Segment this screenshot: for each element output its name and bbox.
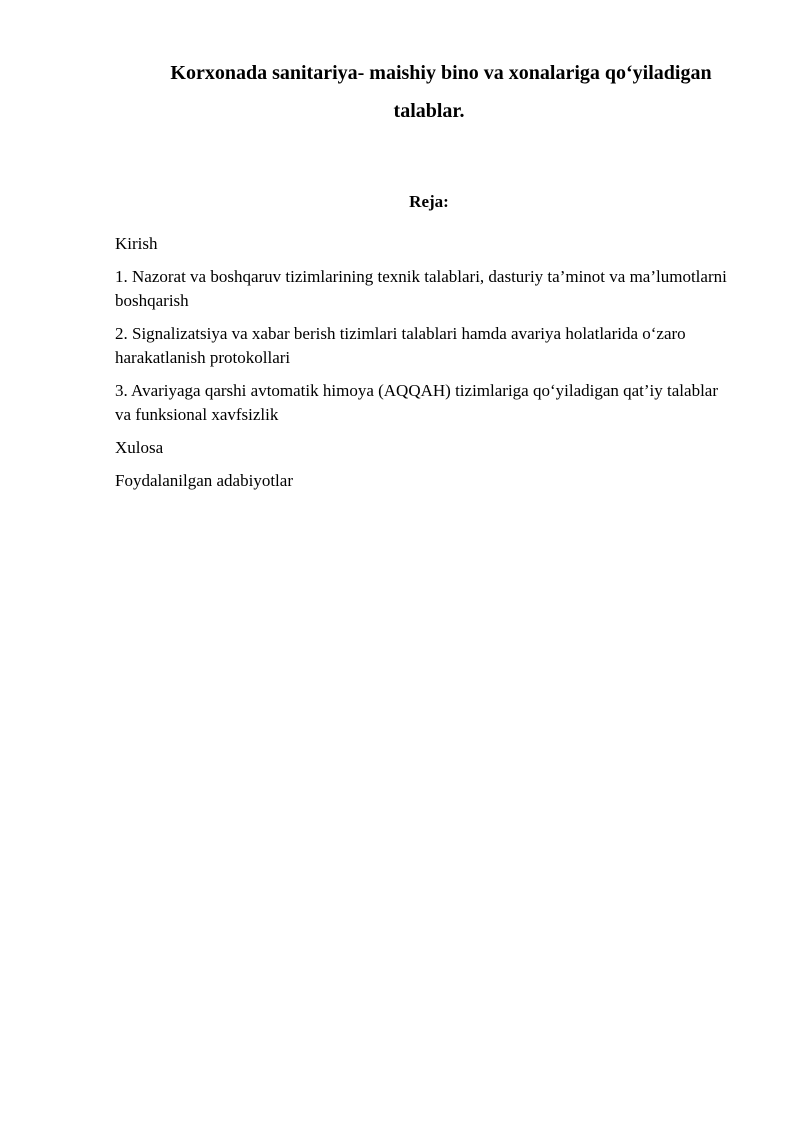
plan-item-references: Foydalanilgan adabiyotlar <box>115 471 293 490</box>
plan-item-3: 3. Avariyaga qarshi avtomatik himoya (AQQAH) tizimlariga qo‘yiladigan qat’iy talablar va funksional xavfsizlik <box>115 381 719 424</box>
document-title-text: Korxonada sanitariya- maishiy bino va xonalariga qo‘yiladigan talablar. <box>170 62 712 122</box>
plan-item-conclusion: Xulosa <box>115 438 164 457</box>
plan-item-1: 1. Nazorat va boshqaruv tizimlarining texnik talablari, dasturiy ta’minot va ma’lumotlarni boshqarish <box>115 267 727 310</box>
plan-item-2: 2. Signalizatsiya va xabar berish tizimlari talablari hamda avariya holatlarida o‘zaro harakatlanish protokollari <box>115 324 686 367</box>
plan-item-introduction: Kirish <box>115 234 158 253</box>
document-title <box>115 54 743 130</box>
plan-heading: Reja: <box>409 192 449 211</box>
plan-list <box>115 232 735 502</box>
